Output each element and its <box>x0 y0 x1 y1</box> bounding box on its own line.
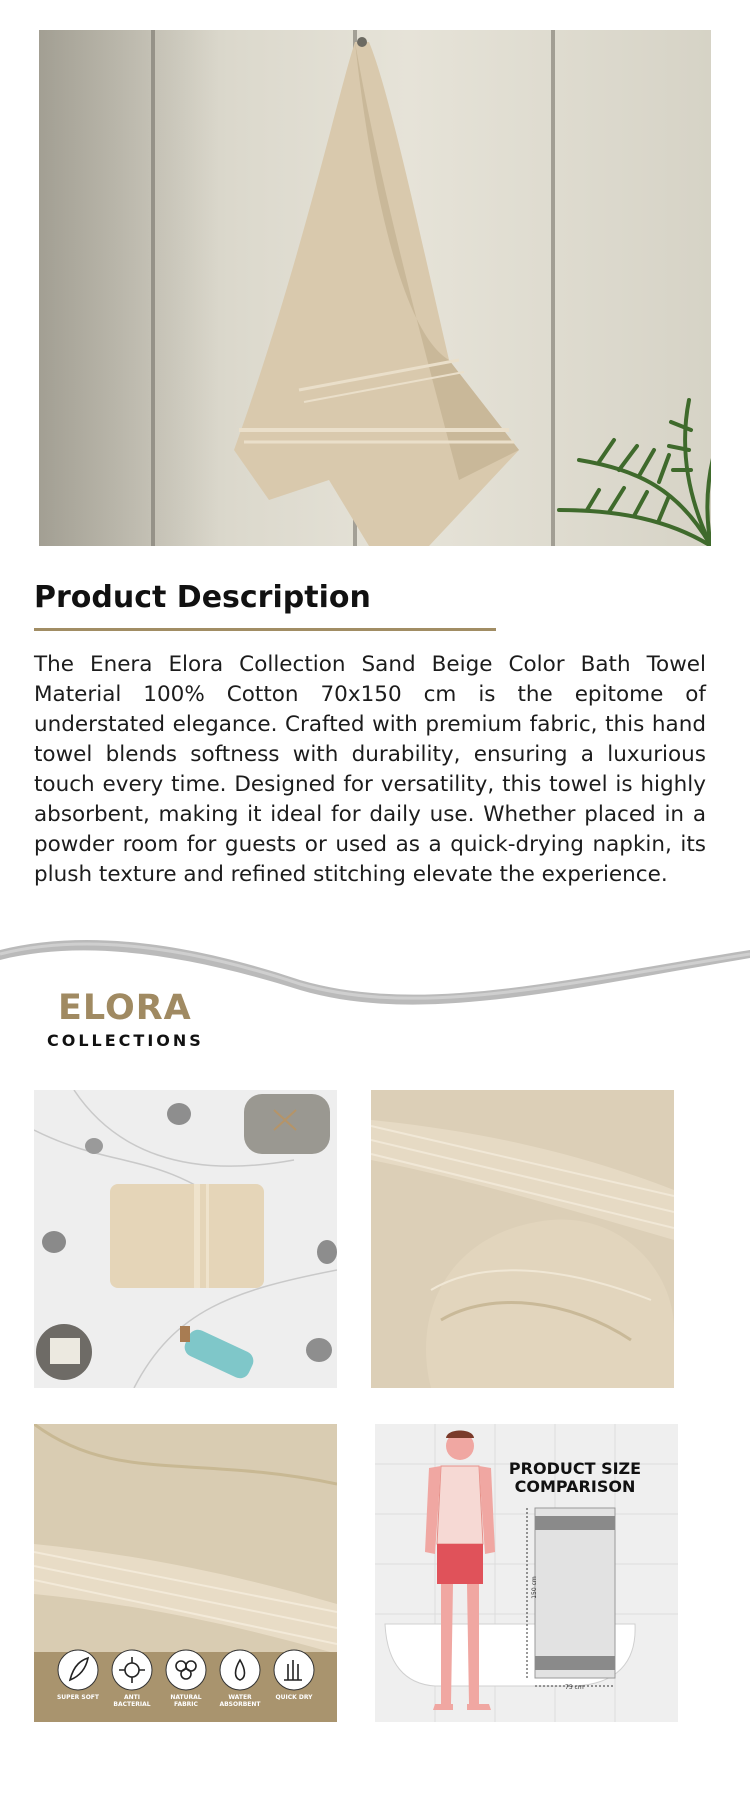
hero-towel-image <box>39 30 711 546</box>
size-title-line2: COMPARISON <box>514 1477 636 1496</box>
feature-quick-dry-label: QUICK DRY <box>275 1694 313 1701</box>
towel-texture-image <box>371 1090 674 1388</box>
feature-water-absorbent-label: WATER ABSORBENT <box>219 1694 261 1708</box>
size-comparison-image <box>375 1424 678 1722</box>
hanging-towel-illustration <box>39 30 711 546</box>
title-underline <box>34 628 496 631</box>
size-comparison-title <box>495 1460 655 1496</box>
description-title: Product Description <box>34 580 371 615</box>
feature-super-soft-label: SUPER SOFT <box>56 1694 99 1701</box>
height-dimension-label: 150 cm <box>530 1576 538 1599</box>
feature-anti-bacterial-label: ANTI BACTERIAL <box>113 1694 151 1708</box>
towel-features-image <box>34 1424 337 1722</box>
feature-natural-fabric-label: NATURAL FABRIC <box>170 1694 202 1708</box>
size-title-line1: PRODUCT SIZE <box>508 1459 642 1478</box>
folded-towel-image <box>34 1090 337 1388</box>
brand-subtitle: COLLECTIONS <box>47 1031 204 1050</box>
width-dimension-label: 75 cm <box>565 1684 584 1691</box>
brand-name: ELORA <box>58 988 192 1028</box>
description-body: The Enera Elora Collection Sand Beige Color Bath Towel Material 100% Cotton 70x150 cm is the epitome of understated elegance. Crafted with premium fabric, this hand towel blends softness with durability, ensuring a luxurious touch every time. Designed for versatility, this towel is highly absorbent, making it ideal for daily use. Whether placed in a powder room for guests or used as a quick-drying napkin, its plush texture and refined stitching elevate the experience. <box>34 652 706 887</box>
